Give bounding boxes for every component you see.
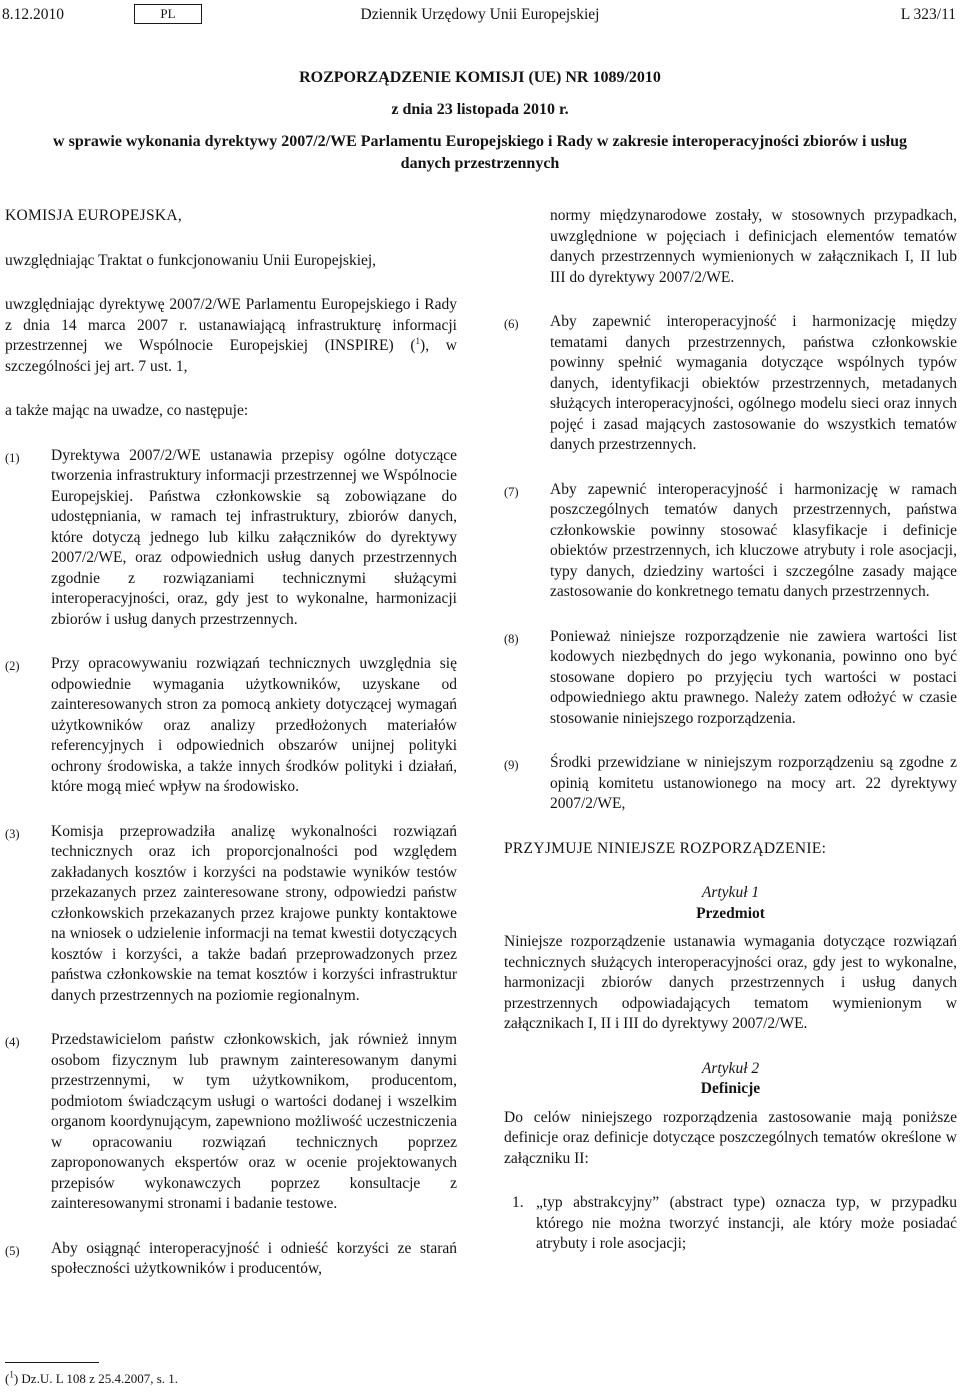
definition-number: 1.: [512, 1194, 524, 1211]
recital-number: (2): [5, 659, 20, 673]
recital-text: Aby zapewnić interoperacyjność i harmonizację w ramach poszczególnych tematów danych przestrzennych, państwa członkowskie powinny stosować klasyfikacje i definicje obiektów przestrzennych, ich kluczowe atrybuty i role asocjacji, typy danych, dziedziny wartości i szczególne zasady mające zastosowanie do konkretnego tematu danych przestrzennych.: [550, 480, 957, 600]
article-1-heading: Artykuł 1: [701, 884, 760, 901]
whereas-intro: a także mając na uwadze, co następuje:: [5, 402, 249, 419]
left-column: [5, 206, 457, 1280]
recital-text: Przedstawicielom państw członkowskich, jak również innym osobom fizycznym lub prawnym zainteresowanym danymi przestrzennymi, w tym użytkownikom, producentom, podmiotom świadczącym usługi o wartości dodanej i wszelkim organom koordynującym, zapewniono możliwość uczestniczenia w opracowaniu rozwiązań technicznych poprzez zaproponowanych ekspertów oraz w ocenie projektowanych przepisów wykonawczych poprzez konsultacje z zainteresowanymi stronami i badanie testowe.: [51, 1031, 457, 1212]
recital-text: Ponieważ niniejsze rozporządzenie nie zawiera wartości list kodowych niezbędnych do jego wykonania, powinno ono być stosowane dopiero po przyjęciu tych wartości w postaci odpowiedniego aktu prawnego. Należy zatem odłożyć w czasie stosowanie niniejszego rozporządzenia.: [550, 627, 957, 727]
recital-number: (7): [504, 484, 519, 499]
recital-7: [504, 480, 957, 603]
citation-1: uwzględniając Traktat o funkcjonowaniu Unii Europejskiej,: [5, 251, 377, 269]
recital-5: [5, 1239, 457, 1280]
recital-text: Przy opracowywaniu rozwiązań technicznych uwzględnia się odpowiednie wymagania użytkowników, uzyskane od zainteresowanych stron za pomocą ankiety dotyczącej wymagań użytkowników oraz analizy przedłożonych materiałów referencyjnych i odpowiednich obszarów unijnej polityki ochrony środowiska, a także innych środków polityki i działań, które mogą mieć wpływ na środowisko.: [51, 655, 457, 795]
recital-number: (3): [5, 826, 20, 841]
komisja-heading: KOMISJA EUROPEJSKA,: [5, 207, 183, 224]
citation-2: uwzględniając dyrektywę 2007/2/WE Parlamentu Europejskiego i Rady z dnia 14 marca 2007 r. ustanawiającą infrastrukturę informacji przestrzennej we Wspólnocie Europejskiej (INSPIRE) ($^1$), w szczególności jej art. 7 ust. 1,: [5, 296, 457, 375]
recital-3: [5, 822, 457, 1007]
article-2-heading: Artykuł 2: [701, 1059, 760, 1077]
recital-text: normy międzynarodowe zostały, w stosownych przypadkach, uwzględnione w pojęciach i definicjach elementów tematów danych przestrzennych wymienionych w załącznikach I, II lub III do dyrektywy 2007/2/WE.: [550, 207, 957, 286]
recital-number: (5): [5, 1243, 20, 1258]
recital-text: Dyrektywa 2007/2/WE ustanawia przepisy ogólne dotyczące tworzenia infrastruktury informacji przestrzennej we Wspólnocie Europejskiej. Państwa członkowskie są zobowiązane do udostępniania, w ramach tej infrastruktury, zbiorów danych, które dotyczą jednego lub kilku załączników do dyrektywy 2007/2/WE, oraz odpowiednich usług danych przestrzennych zgodnie z rozwiązaniami technicznymi służącymi interoperacyjności, oraz, gdy jest to wykonalne, harmonizacji zbiorów i usług danych przestrzennych.: [51, 446, 457, 628]
issue-date: 8.12.2010: [2, 6, 64, 23]
recital-text: Aby osiągnąć interoperacyjność i odnieść korzyści ze starań społeczności użytkowników i producentów,: [51, 1239, 457, 1277]
article-2-title: Definicje: [700, 1080, 761, 1097]
footnote-text: ) Dz.U. L 108 z 25.4.2007, s. 1.: [13, 1371, 179, 1386]
recital-number: (9): [504, 758, 519, 772]
definition-text: „typ abstrakcyjny” (abstract type) oznacza typ, w przypadku którego nie można tworzyć instancji, ale który może posiadać atrybuty i role asocjacji;: [536, 1194, 957, 1252]
journal-title: Dziennik Urzędowy Unii Europejskiej: [360, 6, 600, 23]
footnote-mark: 1: [9, 1369, 14, 1380]
recital-9: [504, 753, 957, 815]
recital-2: [5, 654, 457, 798]
recital-1: [5, 446, 457, 631]
recital-text: Aby zapewnić interoperacyjność i harmonizację między tematami danych przestrzennych, państwa członkowskie powinny spełnić wymagania dotyczące wspólnych typów danych, identyfikacji obiektów przestrzennych, metadanych służących interoperacyjności, ogólnego modelu sieci oraz innych pojęć i zasad mających zastosowanie do wszystkich tematów danych przestrzennych.: [550, 313, 957, 453]
recital-5-continued: [504, 206, 957, 288]
recital-number: (1): [5, 450, 20, 465]
definition-1: [504, 1193, 957, 1255]
recital-6: [504, 312, 957, 456]
footnote-divider: [5, 1362, 99, 1363]
regulation-date: z dnia 23 listopada 2010 r.: [391, 101, 569, 118]
footnote: ($^1$) Dz.U. L 108 z 25.4.2007, s. 1.: [5, 1369, 179, 1386]
regulation-subject: w sprawie wykonania dyrektywy 2007/2/WE Parlamentu Europejskiego i Rady w zakresie interoperacyjności zbiorów i usług danych przestrzennych: [53, 133, 907, 172]
article-1-title: Przedmiot: [696, 904, 765, 922]
article-1-text: Niniejsze rozporządzenie ustanawia wymagania dotyczące rozwiązań technicznych służących interoperacyjności oraz, gdy jest to wykonalne, harmonizacji zbiorów danych przestrzennych i usług danych przestrzennych odpowiadających tematom wymienionym w załącznikach I, II i III do dyrektywy 2007/2/WE.: [504, 933, 957, 1032]
recital-text: Środki przewidziane w niniejszym rozporządzeniu są zgodne z opinią komitetu ustanowionego na mocy art. 22 dyrektywy 2007/2/WE,: [550, 754, 957, 812]
regulation-title: ROZPORZĄDZENIE KOMISJI (UE) NR 1089/2010: [299, 69, 661, 86]
adoption-formula: PRZYJMUJE NINIEJSZE ROZPORZĄDZENIE:: [504, 839, 827, 857]
recital-4: [5, 1030, 457, 1215]
right-column: [504, 206, 957, 1255]
recital-number: (6): [504, 317, 519, 331]
recital-text: Komisja przeprowadziła analizę wykonalności rozwiązań technicznych oraz ich proporcjonalności pod względem zakładanych kosztów i korzyści na podstawie wyników testów przekazanych przez zainteresowane strony, odpowiedzi państw członkowskich przekazanych przez krajowe punkty kontaktowe na wniosek o udzielenie informacji na temat kwestii dotyczących kosztów i korzyści, a także badań przeprowadzonych przez państwa członkowskie na temat kosztów i korzyści infrastruktur danych przestrzennych na poziomie regionalnym.: [51, 822, 457, 1004]
language-badge: PL: [134, 4, 202, 24]
article-2-text: Do celów niniejszego rozporządzenia zastosowanie mają poniższe definicje oraz definicje dotyczące poszczególnych tematów określone w załączniku II:: [504, 1108, 957, 1167]
page-header: [0, 4, 960, 26]
page-reference: L 323/11: [900, 6, 956, 23]
footnote-ref: 1: [415, 335, 421, 346]
recital-8: [504, 627, 957, 730]
recital-number: (8): [504, 631, 519, 646]
recital-number: (4): [5, 1035, 20, 1049]
